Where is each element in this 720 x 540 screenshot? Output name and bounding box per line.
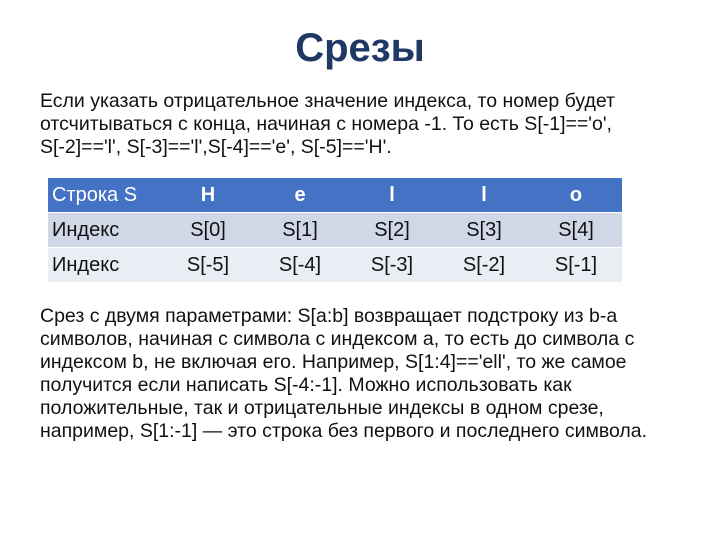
row-label: Индекс — [48, 248, 162, 283]
table-cell: o — [530, 178, 622, 213]
table-cell: S[0] — [162, 213, 254, 248]
paragraph-two-param-slice: Срез с двумя параметрами: S[a:b] возвращает подстроку из b-a символов, начиная с символа c индексом a, то есть до символа с индексом b, не включая его. Например, S[1:4]=='ell', то же самое получится если написать S[-4:-1]. Можно использовать как положительные, так и отрицательные индексы в одном срезе, например, S[1:-1] — это строка без первого и последнего символа. — [40, 305, 648, 442]
table-cell: l — [346, 178, 438, 213]
table-cell: S[-2] — [438, 248, 530, 283]
slide-title: Срезы — [295, 26, 425, 70]
table-cell: H — [162, 178, 254, 213]
row-label: Индекс — [48, 213, 162, 248]
table-cell: S[3] — [438, 213, 530, 248]
table-cell: S[-4] — [254, 248, 346, 283]
table-row-positive-index — [48, 213, 622, 248]
paragraph-negative-index: Если указать отрицательное значение индекса, то номер будет отсчитываться с конца, начиная с номера -1. То есть S[-1]=='o', S[-2]=='l', S[-3]=='l',S[-4]=='e', S[-5]=='H'. — [40, 90, 615, 158]
table-row-string — [48, 178, 622, 213]
table-cell: S[-5] — [162, 248, 254, 283]
row-label: Строка S — [48, 178, 162, 213]
table-cell: S[1] — [254, 213, 346, 248]
table-cell: S[-3] — [346, 248, 438, 283]
string-index-table — [48, 178, 622, 283]
table-cell: S[-1] — [530, 248, 622, 283]
table-cell: l — [438, 178, 530, 213]
table-row-negative-index — [48, 248, 622, 283]
table-cell: S[2] — [346, 213, 438, 248]
table-cell: e — [254, 178, 346, 213]
table-cell: S[4] — [530, 213, 622, 248]
